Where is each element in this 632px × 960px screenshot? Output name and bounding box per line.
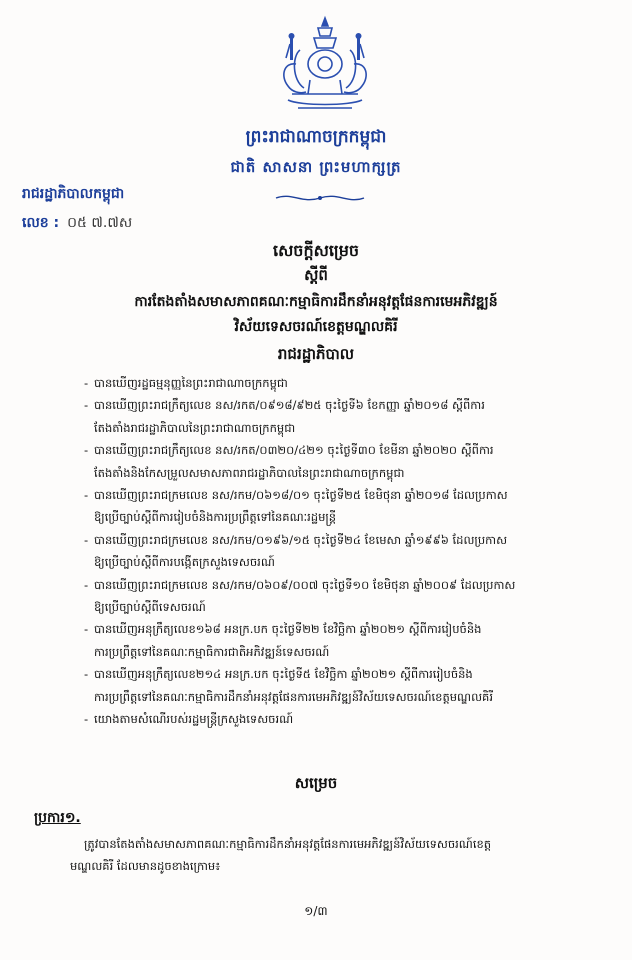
- royal-coat-of-arms-icon: [270, 14, 380, 122]
- reference-label: លេខ :: [22, 215, 60, 231]
- list-item: - បានឃើញអនុក្រឹត្យលេខ១៦៨ អនក្រ.បក ចុះថ្ងៃទី២២ ខែវិច្ឆិកា ឆ្នាំ២០២១ ស្ដីពីការរៀបចំនិង ការប្រព្រឹត្តទៅនៃគណៈកម្មាធិការជាតិអភិវឌ្ឍន៍ទេសចរណ៍: [84, 618, 604, 663]
- issuer-heading: រាជរដ្ឋាភិបាល: [277, 345, 355, 363]
- article-text-line-2: មណ្ឌលគិរី ដែលមានដូចខាងក្រោម៖: [70, 859, 221, 874]
- reference-list: [84, 372, 604, 731]
- list-item: - បានឃើញអនុក្រឹត្យលេខ២១៤ អនក្រ.បក ចុះថ្ងៃទី៥ ខែវិច្ឆិកា ឆ្នាំ២០២១ ស្ដីពីការរៀបចំនិង ការប្រព្រឹត្តទៅនៃគណៈកម្មាធិការដឹកនាំអនុវត្តផែនការមេអភិវឌ្ឍន៍វិស័យទេសចរណ៍ខេត្តមណ្ឌលគិរី: [84, 663, 604, 708]
- list-item: - បានឃើញព្រះរាជក្រឹត្យលេខ នស/រកត/០៩១៨/៩២៥ ចុះថ្ងៃទី៦ ខែកញ្ញា ឆ្នាំ២០១៨ ស្ដីពីការ តែងតាំងរាជរដ្ឋាភិបាលនៃព្រះរាជាណាចក្រកម្ពុជា: [84, 394, 604, 439]
- subject-line-2: វិស័យទេសចរណ៍ខេត្តមណ្ឌលគិរី: [234, 319, 398, 335]
- decision-heading: សម្រេច: [294, 774, 338, 792]
- divider-ornament-icon: [272, 192, 368, 204]
- about-label: ស្ដីពី: [304, 266, 328, 284]
- subject-line-1: ការតែងតាំងសមាសភាពគណៈកម្មាធិការដឹកនាំអនុវត្តផែនការមេអភិវឌ្ឍន៍: [134, 294, 498, 310]
- list-item: - បានឃើញព្រះរាជក្រមលេខ នស/រកម/០១៩៦/១៥ ចុះថ្ងៃទី២៤ ខែមេសា ឆ្នាំ១៩៩៦ ដែលប្រកាស ឱ្យប្រើច្បាប់ស្ដីពីការបង្កើតក្រសួងទេសចរណ៍: [84, 529, 604, 574]
- list-item: - យោងតាមសំណើរបស់រដ្ឋមន្ត្រីក្រសួងទេសចរណ៍: [84, 708, 604, 730]
- document-type: សេចក្ដីសម្រេច: [272, 241, 359, 260]
- kingdom-title: ព្រះរាជាណាចក្រកម្ពុជា: [245, 127, 387, 147]
- national-motto: ជាតិ សាសនា ព្រះមហាក្សត្រ: [230, 158, 402, 176]
- page-number: ១/៣: [304, 904, 328, 918]
- list-item: - បានឃើញព្រះរាជក្រមលេខ នស/រកម/០៦០៩/០០៧ ចុះថ្ងៃទី១០ ខែមិថុនា ឆ្នាំ២០០៩ ដែលប្រកាស ឱ្យប្រើច្បាប់ស្ដីពីទេសចរណ៍: [84, 574, 604, 619]
- list-item: - បានឃើញរដ្ឋធម្មនុញ្ញនៃព្រះរាជាណាចក្រកម្ពុជា: [84, 372, 604, 394]
- government-name: រាជរដ្ឋាភិបាលកម្ពុជា: [22, 186, 125, 202]
- reference-number: ០៥ ៧.៧ស: [67, 215, 133, 231]
- article-label: ប្រការ១.: [34, 810, 81, 826]
- article-text-line-1: ត្រូវបានតែងតាំងសមាសភាពគណៈកម្មាធិការដឹកនាំអនុវត្តផែនការមេអភិវឌ្ឍន៍វិស័យទេសចរណ៍ខេត្ត: [84, 837, 492, 851]
- reference-line: [22, 213, 132, 234]
- list-item: - បានឃើញព្រះរាជក្រឹត្យលេខ នស/រកត/០៣២០/៤២១ ចុះថ្ងៃទី៣០ ខែមីនា ឆ្នាំ២០២០ ស្ដីពីការ តែងតាំងនិងកែសម្រួលសមាសភាពរាជរដ្ឋាភិបាលនៃព្រះរាជាណាចក្រកម្ពុជា: [84, 439, 604, 484]
- list-item: - បានឃើញព្រះរាជក្រមលេខ នស/រកម/០៦១៨/០១ ចុះថ្ងៃទី២៥ ខែមិថុនា ឆ្នាំ២០១៨ ដែលប្រកាស ឱ្យប្រើច្បាប់ស្ដីពីការរៀបចំនិងការប្រព្រឹត្តទៅនៃគណៈរដ្ឋមន្ត្រី: [84, 484, 604, 529]
- article-text: [70, 833, 604, 878]
